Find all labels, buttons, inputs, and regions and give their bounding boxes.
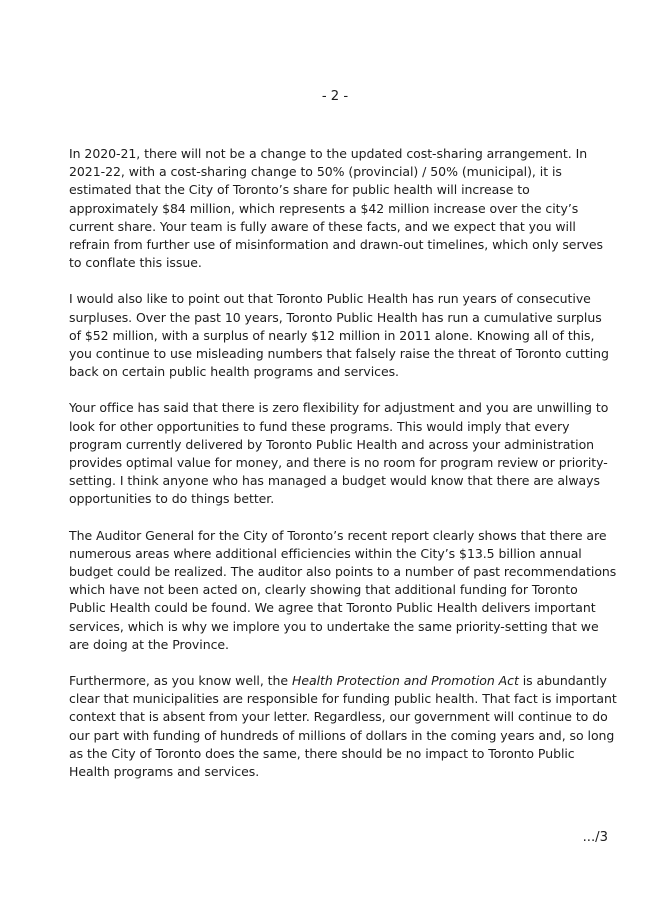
paragraph-text-start: Furthermore, as you know well, the [69,673,292,689]
act-title: Health Protection and Promotion Act [291,673,519,689]
paragraph-health-protection-act [69,672,617,781]
letter-body [69,145,617,799]
paragraph-auditor-general: The Auditor General for the City of Toronto’s recent report clearly shows that there are numerous areas where additional efficiencies within the City’s $13.5 billion annual budget could be realized. The auditor also points to a number of past recommendations which have not been acted on, clearly showing that additional funding for Toronto Public Health could be found. We agree that Toronto Public Health delivers important services, which is why we implore you to undertake the same priority-setting that we are doing at the Province. [69,527,617,652]
paragraph-cost-sharing: In 2020-21, there will not be a change to the updated cost-sharing arrangement. In 2021-22, with a cost-sharing change to 50% (provincial) / 50% (municipal), it is estimated that the City of Toronto’s share for public health will increase to approximately $84 million, which represents a $42 million increase over the city’s current share. Your team is fully aware of these facts, and we expect that you will refrain from further use of misinformation and drawn-out timelines, which only serves to conflate this issue. [69,146,603,271]
continuation-marker: .../3 [582,830,608,845]
paragraph-surpluses: I would also like to point out that Toronto Public Health has run years of consecutive surpluses. Over the past 10 years, Toronto Public Health has run a cumulative surplus of $52 million, with a surplus of nearly $12 million in 2011 alone. Knowing all of this, you continue to use misleading numbers that falsely raise the threat of Toronto cutting back on certain public health programs and services. [69,291,609,380]
page-number: - 2 - [321,89,349,104]
paragraph-text-end: is abundantly clear that municipalities are responsible for funding public health. That fact is important context that is absent from your letter. Regardless, our government will continue to do our part with funding of hundreds of millions of dollars in the coming years and, so long as the City of Toronto does the same, there should be no impact to Toronto Public Health programs and services. [69,673,617,780]
paragraph-flexibility: Your office has said that there is zero flexibility for adjustment and you are unwilling to look for other opportunities to fund these programs. This would imply that every program currently delivered by Toronto Public Health and across your administration provides optimal value for money, and there is no room for program review or priority-setting. I think anyone who has managed a budget would know that there are always opportunities to do things better. [69,400,609,507]
